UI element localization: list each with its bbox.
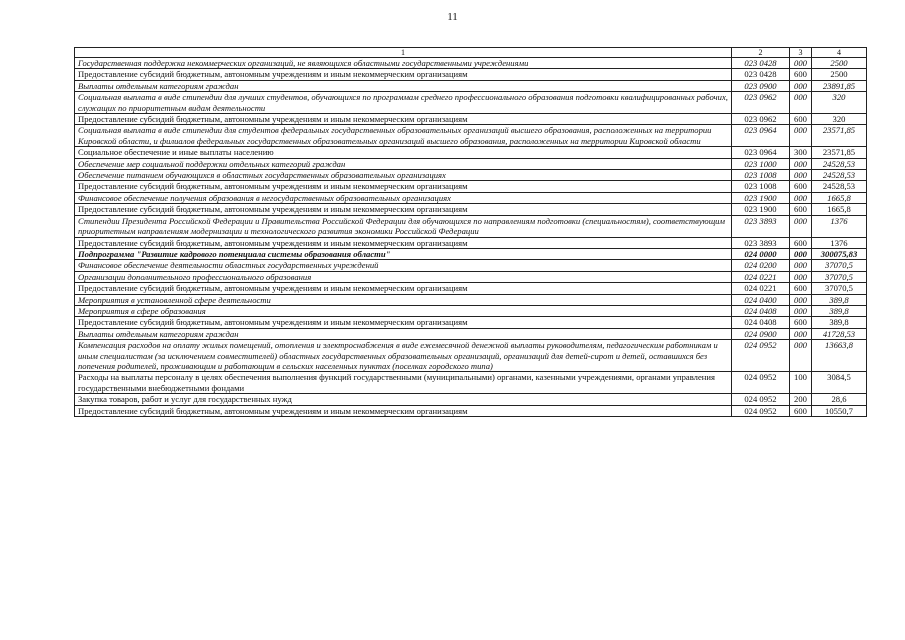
row-amount: 23571,85 — [812, 125, 867, 147]
table-row — [75, 80, 867, 91]
table-row — [75, 394, 867, 405]
row-expense-type: 000 — [790, 340, 812, 372]
row-expense-type: 000 — [790, 271, 812, 282]
row-target-code: 023 3893 — [732, 215, 790, 237]
table-row — [75, 215, 867, 237]
row-name: Мероприятия в установленной сфере деятельности — [75, 294, 732, 305]
table-row — [75, 58, 867, 69]
row-target-code: 024 0000 — [732, 248, 790, 259]
row-expense-type: 100 — [790, 372, 812, 394]
row-target-code: 024 0952 — [732, 340, 790, 372]
row-expense-type: 000 — [790, 58, 812, 69]
table-row — [75, 114, 867, 125]
row-amount: 2500 — [812, 69, 867, 80]
table-header-row — [75, 48, 867, 58]
row-amount: 24528,53 — [812, 181, 867, 192]
row-expense-type: 000 — [790, 158, 812, 169]
row-amount: 389,8 — [812, 305, 867, 316]
row-expense-type: 200 — [790, 394, 812, 405]
row-target-code: 024 0400 — [732, 294, 790, 305]
row-target-code: 023 0962 — [732, 92, 790, 114]
row-expense-type: 600 — [790, 114, 812, 125]
row-amount: 389,8 — [812, 317, 867, 328]
table-row — [75, 181, 867, 192]
table-row — [75, 271, 867, 282]
table-row — [75, 328, 867, 339]
row-name: Социальная выплата в виде стипендии для студентов федеральных государственных образовательных организаций высшего образования, расположенных на территории Кировской области, и филиалов федеральных государственных образовательных организаций высшего образования, расположенных на территории Кировской области — [75, 125, 732, 147]
row-amount: 3084,5 — [812, 372, 867, 394]
row-expense-type: 600 — [790, 237, 812, 248]
row-amount: 10550,7 — [812, 405, 867, 416]
row-expense-type: 000 — [790, 192, 812, 203]
row-name: Компенсация расходов на оплату жилых помещений, отопления и электроснабжения в виде ежемесячной денежной выплаты руководителям, педагогическим работникам и иным специалистам (за исключением совместителей) областных государственных образовательных организаций, организаций для детей-сирот и детей, оставшихся без попечения родителей, проживающим и работающим в сельских населенных пунктах (поселках городского типа) — [75, 340, 732, 372]
row-target-code: 023 0428 — [732, 69, 790, 80]
row-amount: 24528,53 — [812, 170, 867, 181]
page-number: 11 — [447, 11, 458, 23]
row-amount: 300075,83 — [812, 248, 867, 259]
row-amount: 24528,53 — [812, 158, 867, 169]
row-expense-type: 600 — [790, 204, 812, 215]
row-target-code: 024 0952 — [732, 394, 790, 405]
row-expense-type: 600 — [790, 69, 812, 80]
table-row — [75, 147, 867, 158]
table-row — [75, 92, 867, 114]
row-target-code: 024 0952 — [732, 405, 790, 416]
row-amount: 389,8 — [812, 294, 867, 305]
row-name: Расходы на выплаты персоналу в целях обеспечения выполнения функций государственными (муниципальными) органами, казенными учреждениями, органами управления государственными внебюджетными фондами — [75, 372, 732, 394]
row-amount: 41728,53 — [812, 328, 867, 339]
row-target-code: 023 1900 — [732, 192, 790, 203]
table-row — [75, 372, 867, 394]
row-expense-type: 600 — [790, 181, 812, 192]
row-expense-type: 300 — [790, 147, 812, 158]
row-amount: 28,6 — [812, 394, 867, 405]
row-name: Обеспечение мер социальной поддержки отдельных категорий граждан — [75, 158, 732, 169]
row-amount: 1665,8 — [812, 204, 867, 215]
row-expense-type: 000 — [790, 305, 812, 316]
row-expense-type: 600 — [790, 317, 812, 328]
table-row — [75, 283, 867, 294]
row-name: Стипендии Президента Российской Федерации и Правительства Российской Федерации для обучающихся по направлениям подготовки (специальностям), соответствующим приоритетным направлениям модернизации и технологического развития экономики Российской Федерации — [75, 215, 732, 237]
row-expense-type: 600 — [790, 283, 812, 294]
row-name: Финансовое обеспечение деятельности областных государственных учреждений — [75, 260, 732, 271]
row-expense-type: 000 — [790, 248, 812, 259]
header-col-1: 1 — [75, 48, 732, 58]
row-amount: 37070,5 — [812, 283, 867, 294]
table-row — [75, 69, 867, 80]
row-target-code: 024 0200 — [732, 260, 790, 271]
row-name: Выплаты отдельным категориям граждан — [75, 328, 732, 339]
row-name: Мероприятия в сфере образования — [75, 305, 732, 316]
row-target-code: 023 1008 — [732, 170, 790, 181]
table-row — [75, 405, 867, 416]
row-amount: 320 — [812, 114, 867, 125]
budget-table — [74, 47, 867, 417]
table-row — [75, 294, 867, 305]
row-expense-type: 600 — [790, 405, 812, 416]
row-name: Подпрограмма "Развитие кадрового потенциала системы образования области" — [75, 248, 732, 259]
row-name: Выплаты отдельным категориям граждан — [75, 80, 732, 91]
row-name: Предоставление субсидий бюджетным, автономным учреждениям и иным некоммерческим организациям — [75, 317, 732, 328]
row-amount: 37070,5 — [812, 260, 867, 271]
header-col-4: 4 — [812, 48, 867, 58]
table-row — [75, 305, 867, 316]
row-target-code: 023 0964 — [732, 147, 790, 158]
header-col-2: 2 — [732, 48, 790, 58]
row-amount: 23891,85 — [812, 80, 867, 91]
row-expense-type: 000 — [790, 328, 812, 339]
row-target-code: 023 3893 — [732, 237, 790, 248]
row-target-code: 023 0964 — [732, 125, 790, 147]
row-expense-type: 000 — [790, 260, 812, 271]
row-name: Предоставление субсидий бюджетным, автономным учреждениям и иным некоммерческим организациям — [75, 69, 732, 80]
row-name: Организации дополнительного профессионального образования — [75, 271, 732, 282]
row-name: Предоставление субсидий бюджетным, автономным учреждениям и иным некоммерческим организациям — [75, 114, 732, 125]
row-name: Предоставление субсидий бюджетным, автономным учреждениям и иным некоммерческим организациям — [75, 204, 732, 215]
row-target-code: 023 1008 — [732, 181, 790, 192]
row-expense-type: 000 — [790, 92, 812, 114]
row-target-code: 023 1900 — [732, 204, 790, 215]
row-target-code: 024 0408 — [732, 317, 790, 328]
row-amount: 2500 — [812, 58, 867, 69]
row-target-code: 024 0408 — [732, 305, 790, 316]
row-name: Предоставление субсидий бюджетным, автономным учреждениям и иным некоммерческим организациям — [75, 237, 732, 248]
table-row — [75, 192, 867, 203]
row-name: Социальная выплата в виде стипендии для лучших студентов, обучающихся по программам среднего профессионального образования подготовки квалифицированных рабочих, служащих по приоритетным видам деятельности — [75, 92, 732, 114]
row-name: Финансовое обеспечение получения образования в негосударственных образовательных организациях — [75, 192, 732, 203]
row-amount: 23571,85 — [812, 147, 867, 158]
row-amount: 320 — [812, 92, 867, 114]
table-row — [75, 158, 867, 169]
row-amount: 37070,5 — [812, 271, 867, 282]
row-amount: 1376 — [812, 237, 867, 248]
row-target-code: 024 0221 — [732, 271, 790, 282]
row-name: Закупка товаров, работ и услуг для государственных нужд — [75, 394, 732, 405]
table-row — [75, 170, 867, 181]
row-target-code: 024 0221 — [732, 283, 790, 294]
row-expense-type: 000 — [790, 294, 812, 305]
table-row — [75, 237, 867, 248]
table-row — [75, 340, 867, 372]
header-col-3: 3 — [790, 48, 812, 58]
row-expense-type: 000 — [790, 170, 812, 181]
table-row — [75, 260, 867, 271]
table-row — [75, 317, 867, 328]
row-name: Предоставление субсидий бюджетным, автономным учреждениям и иным некоммерческим организациям — [75, 405, 732, 416]
row-name: Предоставление субсидий бюджетным, автономным учреждениям и иным некоммерческим организациям — [75, 181, 732, 192]
row-expense-type: 000 — [790, 125, 812, 147]
row-name: Государственная поддержка некоммерческих организаций, не являющихся областными государственными учреждениями — [75, 58, 732, 69]
row-target-code: 023 1000 — [732, 158, 790, 169]
row-name: Социальное обеспечение и иные выплаты населению — [75, 147, 732, 158]
row-target-code: 024 0952 — [732, 372, 790, 394]
row-amount: 1665,8 — [812, 192, 867, 203]
row-amount: 13663,8 — [812, 340, 867, 372]
row-amount: 1376 — [812, 215, 867, 237]
row-target-code: 024 0900 — [732, 328, 790, 339]
row-expense-type: 000 — [790, 80, 812, 91]
table-row — [75, 204, 867, 215]
row-target-code: 023 0962 — [732, 114, 790, 125]
table-row — [75, 248, 867, 259]
row-name: Обеспечение питанием обучающихся в областных государственных образовательных организациях — [75, 170, 732, 181]
table-row — [75, 125, 867, 147]
row-target-code: 023 0900 — [732, 80, 790, 91]
row-name: Предоставление субсидий бюджетным, автономным учреждениям и иным некоммерческим организациям — [75, 283, 732, 294]
row-target-code: 023 0428 — [732, 58, 790, 69]
row-expense-type: 000 — [790, 215, 812, 237]
